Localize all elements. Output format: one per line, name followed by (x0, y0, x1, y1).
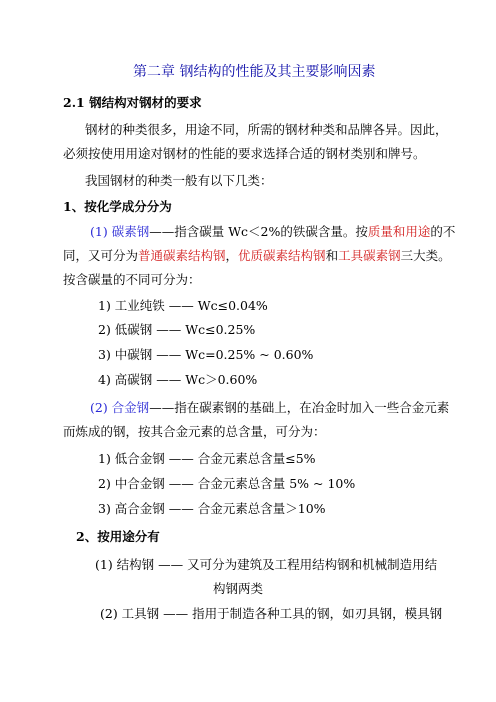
carbon-item-3: 3) 中碳钢 —— Wc=0.25% ~ 0.60% (98, 347, 314, 362)
carbon-steel-definition: ——指含碳量 Wc＜2%的铁碳含量。按 (149, 224, 368, 239)
alloy-steel-term: (2) 合金钢 (90, 400, 150, 415)
carbon-steel-number: (1) (90, 224, 108, 239)
heading-by-use: 2、按用途分有 (76, 529, 160, 544)
carbon-steel-term: 碳素钢 (111, 224, 150, 239)
carbon-steel-line-3: 按含碳量的不同可分为： (63, 272, 201, 287)
types-intro: 我国钢材的种类一般有以下几类： (85, 173, 273, 188)
carbon-item-1: 1) 工业纯铁 —— Wc≤0.04% (98, 298, 268, 313)
intro-line-2: 必须按使用用途对钢材的性能的要求选择合适的钢材类别和牌号。 (63, 146, 426, 161)
conjunction-and: 和 (325, 248, 339, 263)
quality-and-use-term: 质量和用途 (367, 224, 431, 239)
quality-carbon-structural-steel: 优质碳素结构钢 (238, 248, 326, 263)
alloy-item-1: 1) 低合金钢 —— 合金元素总含量≤5% (98, 451, 316, 466)
use-item-structural-line-1: (1) 结构钢 —— 又可分为建筑及工程用结构钢和机械制造用结 (95, 557, 438, 572)
alloy-item-3: 3) 高合金钢 —— 合金元素总含量＞10% (98, 501, 326, 516)
carbon-steel-line-2 (63, 248, 451, 264)
carbon-steel-line-2-start: 同，又可分为 (63, 248, 139, 263)
chapter-title: 第二章 钢结构的性能及其主要影响因素 (133, 64, 376, 80)
alloy-steel-line-2: 而炼成的钢，按其合金元素的总含量，可分为： (63, 424, 326, 439)
use-item-tool: (2) 工具钢 —— 指用于制造各种工具的钢，如刃具钢，模具钢 (100, 606, 443, 621)
carbon-steel-def-end: 的不 (430, 224, 456, 239)
carbon-item-2: 2) 低碳钢 —— Wc≤0.25% (98, 322, 256, 337)
intro-line-1: 钢材的种类很多，用途不同，所需的钢材种类和品牌各异。因此， (85, 122, 448, 137)
carbon-item-4: 4) 高碳钢 —— Wc＞0.60% (98, 372, 258, 387)
carbon-steel-line-2-end: 三大类。 (400, 248, 451, 263)
use-item-structural-line-2: 构钢两类 (213, 581, 264, 596)
tool-carbon-steel: 工具碳素钢 (338, 248, 401, 263)
alloy-steel-definition: ——指在碳素钢的基础上，在冶金时加入一些合金元素 (149, 400, 450, 415)
ordinary-carbon-structural-steel: 普通碳素结构钢 (138, 248, 226, 263)
separator-comma: ， (225, 248, 239, 263)
alloy-item-2: 2) 中合金钢 —— 合金元素总含量 5% ~ 10% (98, 476, 356, 491)
section-heading: 2.1 钢结构对钢材的要求 (63, 95, 202, 110)
alloy-steel-line-1 (90, 400, 449, 416)
heading-by-chemical-composition: 1、按化学成分分为 (63, 199, 172, 214)
carbon-steel-line-1 (90, 224, 455, 240)
